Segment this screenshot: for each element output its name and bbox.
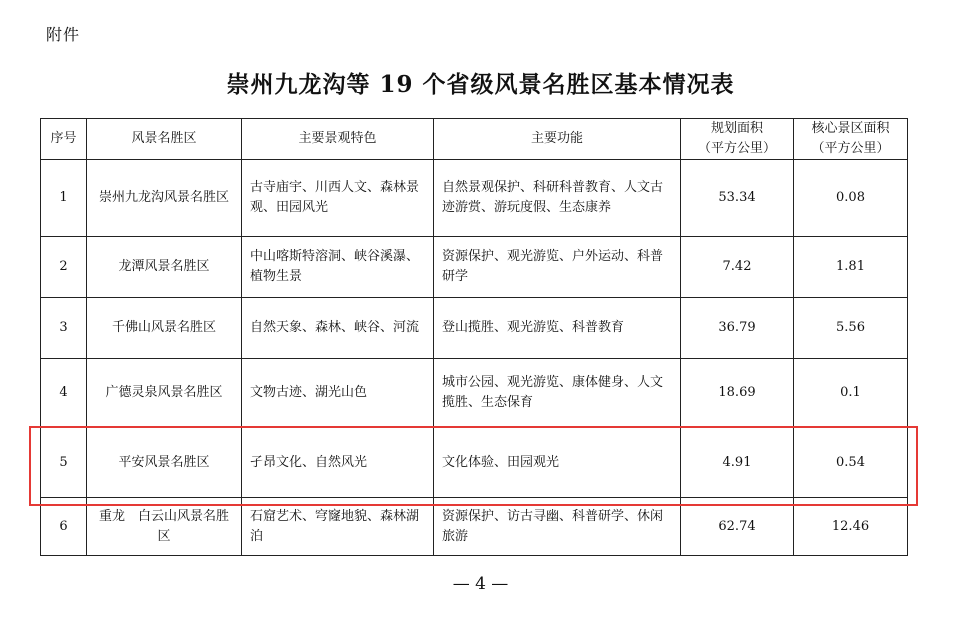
table-row <box>41 428 908 498</box>
cell-core-area: 0.54 <box>794 428 908 498</box>
header-plan-area <box>681 119 794 160</box>
cell-core-area: 12.46 <box>794 498 908 556</box>
table-header-row <box>41 119 908 160</box>
cell-name: 广德灵泉风景名胜区 <box>87 359 242 428</box>
cell-core-area: 0.08 <box>794 160 908 237</box>
cell-core-area: 0.1 <box>794 359 908 428</box>
table-row <box>41 359 908 428</box>
header-core-area-label: 核心景区面积 <box>811 121 890 136</box>
attachment-label: 附件 <box>46 25 81 44</box>
cell-plan-area: 7.42 <box>681 237 794 298</box>
header-functions: 主要功能 <box>434 119 681 160</box>
cell-plan-area: 62.74 <box>681 498 794 556</box>
header-core-area-unit: （平方公里） <box>811 141 890 156</box>
cell-features: 孑昂文化、自然风光 <box>242 428 434 498</box>
cell-no: 1 <box>41 160 87 237</box>
cell-functions: 资源保护、访古寻幽、科普研学、休闲旅游 <box>434 498 681 556</box>
table-row <box>41 298 908 359</box>
header-plan-area-label: 规划面积 <box>710 121 763 136</box>
cell-functions: 文化体验、田园观光 <box>434 428 681 498</box>
scenic-area-table <box>40 118 908 556</box>
cell-features: 古寺庙宇、川西人文、森林景观、田园风光 <box>242 160 434 237</box>
cell-name: 平安风景名胜区 <box>87 428 242 498</box>
cell-no: 6 <box>41 498 87 556</box>
cell-no: 2 <box>41 237 87 298</box>
cell-core-area: 1.81 <box>794 237 908 298</box>
cell-no: 4 <box>41 359 87 428</box>
cell-functions: 城市公园、观光游览、康体健身、人文揽胜、生态保育 <box>434 359 681 428</box>
cell-core-area: 5.56 <box>794 298 908 359</box>
cell-name: 崇州九龙沟风景名胜区 <box>87 160 242 237</box>
cell-plan-area: 4.91 <box>681 428 794 498</box>
cell-name: 龙潭风景名胜区 <box>87 237 242 298</box>
table-row <box>41 498 908 556</box>
header-plan-area-unit: （平方公里） <box>697 141 776 156</box>
page-number: — 4 — <box>452 574 509 594</box>
cell-functions: 资源保护、观光游览、户外运动、科普研学 <box>434 237 681 298</box>
cell-features: 中山喀斯特溶洞、峡谷溪瀑、植物生景 <box>242 237 434 298</box>
cell-features: 石窟艺术、穹窿地貌、森林湖泊 <box>242 498 434 556</box>
cell-no: 5 <box>41 428 87 498</box>
cell-features: 自然天象、森林、峡谷、河流 <box>242 298 434 359</box>
cell-no: 3 <box>41 298 87 359</box>
table-row <box>41 160 908 237</box>
cell-name: 重龙 白云山风景名胜区 <box>87 498 242 556</box>
header-core-area <box>794 119 908 160</box>
header-features: 主要景观特色 <box>242 119 434 160</box>
cell-name: 千佛山风景名胜区 <box>87 298 242 359</box>
cell-functions: 登山揽胜、观光游览、科普教育 <box>434 298 681 359</box>
cell-functions: 自然景观保护、科研科普教育、人文古迹游赏、游玩度假、生态康养 <box>434 160 681 237</box>
cell-plan-area: 18.69 <box>681 359 794 428</box>
cell-plan-area: 36.79 <box>681 298 794 359</box>
table-row <box>41 237 908 298</box>
document-title: 崇州九龙沟等 19 个省级风景名胜区基本情况表 <box>226 71 735 98</box>
cell-features: 文物古迹、湖光山色 <box>242 359 434 428</box>
header-name: 风景名胜区 <box>87 119 242 160</box>
cell-plan-area: 53.34 <box>681 160 794 237</box>
header-no: 序号 <box>41 119 87 160</box>
